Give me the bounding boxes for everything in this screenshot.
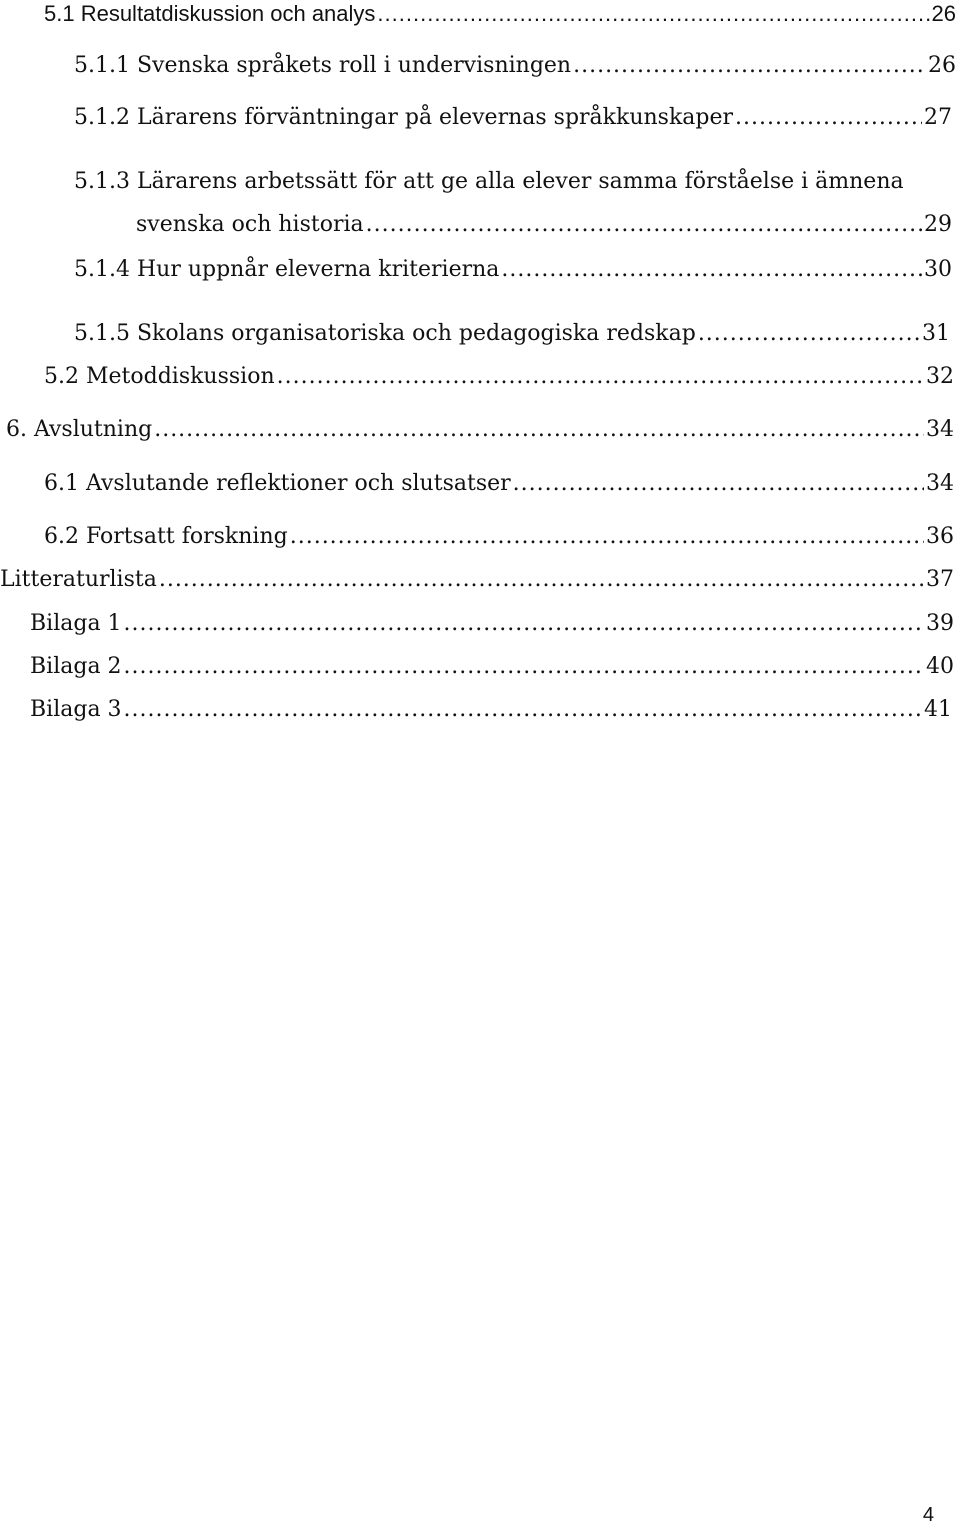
toc-entry[interactable] [44, 523, 954, 551]
toc-entry[interactable] [30, 610, 954, 638]
toc-leader-dots [154, 416, 924, 444]
toc-entry-page: 29 [924, 212, 952, 237]
toc-entry-page: 31 [922, 321, 950, 346]
toc-entry[interactable] [0, 566, 954, 594]
toc-entry-page: 39 [926, 611, 954, 636]
toc-entry-continuation[interactable] [136, 211, 952, 239]
toc-entry-label: 6.1 Avslutande reflektioner och slutsatser [44, 471, 511, 496]
toc-entry-page: 34 [926, 417, 954, 442]
toc-leader-dots [377, 0, 929, 28]
toc-leader-dots [124, 696, 922, 724]
toc-entry[interactable] [44, 0, 956, 28]
toc-leader-dots [159, 566, 924, 594]
toc-entry-label: Bilaga 2 [30, 654, 122, 679]
toc-leader-dots [698, 320, 920, 348]
toc-entry-label: Bilaga 1 [30, 611, 122, 636]
toc-entry-first-line[interactable] [74, 168, 904, 196]
toc-leader-dots [124, 610, 924, 638]
toc-leader-dots [735, 104, 922, 132]
toc-leader-dots [513, 470, 924, 498]
toc-entry[interactable] [44, 363, 954, 391]
toc-entry[interactable] [30, 696, 952, 724]
toc-entry-label: 5.1.3 Lärarens arbetssätt för att ge alla elever samma förståelse i ämnena [74, 169, 904, 194]
page-number: 4 [922, 1504, 934, 1526]
toc-entry-page: 30 [924, 257, 952, 282]
toc-entry-label: 6.2 Fortsatt forskning [44, 524, 288, 549]
toc-entry-label: Bilaga 3 [30, 697, 122, 722]
toc-entry-page: 32 [926, 364, 954, 389]
toc-entry-label: 5.1.1 Svenska språkets roll i undervisningen [74, 53, 572, 78]
toc-entry-label: 5.1.4 Hur uppnår eleverna kriterierna [74, 257, 500, 282]
toc-entry-page: 34 [926, 471, 954, 496]
toc-entry-page: 37 [926, 567, 954, 592]
toc-entry[interactable] [44, 470, 954, 498]
toc-entry-label: 5.1.2 Lärarens förväntningar på elevernas språkkunskaper [74, 105, 734, 130]
toc-leader-dots [290, 523, 924, 551]
toc-entry[interactable] [74, 256, 952, 284]
toc-entry-page: 26 [928, 53, 956, 78]
toc-entry[interactable] [74, 320, 950, 348]
toc-entry-page: 41 [924, 697, 952, 722]
toc-entry-label: Litteraturlista [0, 567, 157, 592]
toc-leader-dots [501, 256, 922, 284]
toc-entry[interactable] [30, 653, 954, 681]
toc-leader-dots [366, 211, 922, 239]
toc-leader-dots [573, 52, 926, 80]
toc-entry-continuation-label: svenska och historia [136, 212, 364, 237]
toc-entry[interactable] [74, 52, 956, 80]
toc-leader-dots [277, 363, 924, 391]
toc-leader-dots [124, 653, 924, 681]
toc-entry-label: 5.1.5 Skolans organisatoriska och pedagogiska redskap [74, 321, 696, 346]
toc-entry-label: 5.1 Resultatdiskussion och analys [44, 1, 376, 26]
toc-entry-label: 6. Avslutning [6, 417, 153, 442]
toc-entry-page: 40 [926, 654, 954, 679]
toc-entry-page: 27 [924, 105, 952, 130]
toc-entry-page: 26 [931, 1, 956, 26]
toc-entry-page: 36 [926, 524, 954, 549]
toc-entry[interactable] [6, 416, 954, 444]
toc-entry[interactable] [74, 104, 952, 132]
toc-entry-label: 5.2 Metoddiskussion [44, 364, 275, 389]
